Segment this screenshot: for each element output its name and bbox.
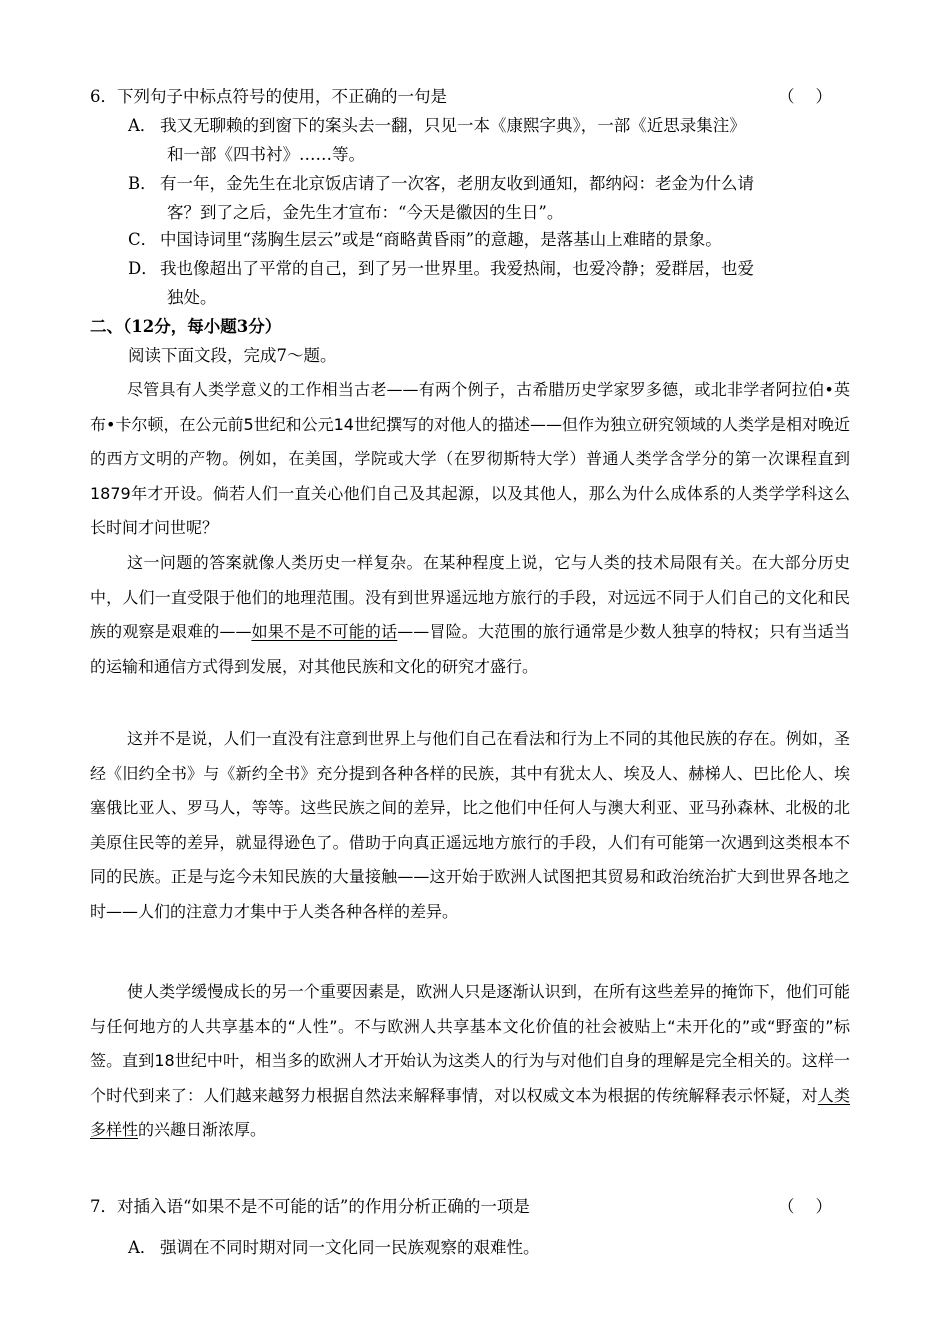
question-6 (90, 82, 850, 111)
option-text-line1: 我也像超出了平常的自己，到了另一世界里。我爱热闹，也爱冷静；爱群居，也爱 (160, 259, 754, 278)
answer-parentheses: （ ） (778, 1197, 832, 1216)
question-6-option-b (128, 169, 866, 227)
option-label: C． (128, 230, 158, 249)
option-label: B． (128, 174, 157, 193)
passage-paragraph-2 (90, 546, 850, 684)
option-text (128, 1233, 866, 1262)
option-label: A． (128, 116, 157, 135)
option-text (128, 169, 866, 227)
option-text (128, 111, 866, 169)
question-6-stem-text: 6．下列句子中标点符号的使用，不正确的一句是 (90, 87, 447, 106)
paragraph-text: 这一问题的答案就像人类历史一样复杂。在某种程度上说，它与人类的技术局限有关。在大部分历史中，人们一直受限于他们的地理范围。没有到世界遥远地方旅行的手段，对远远不同于人们自己的文化和民族的观察是艰难的—— (90, 553, 850, 642)
question-6-option-a (128, 111, 866, 169)
paragraph-text: ——冒险。大范围的旅行通常是少数人独享的特权；只有当适当的运输和通信方式得到发展，对其他民族和文化的研究才盛行。 (90, 622, 850, 676)
question-6-stem (90, 82, 850, 111)
option-text-line2: 客？到了之后，金先生才宣布：“今天是徽因的生日”。 (167, 203, 564, 222)
question-6-option-c (128, 225, 866, 254)
question-7 (90, 1192, 850, 1221)
option-text-line2: 和一部《四书衬》……等。 (167, 145, 365, 164)
paragraph-text: 的兴趣日渐浓厚。 (138, 1120, 267, 1140)
option-text (128, 254, 866, 312)
section-heading: 二、（12分，每小题3分） (90, 317, 282, 336)
option-label: A． (128, 1238, 157, 1257)
passage-paragraph-3: 这并不是说，人们一直没有注意到世界上与他们自己在看法和行为上不同的其他民族的存在。例如，圣经《旧约全书》与《新约全书》充分提到各种各样的民族，其中有犹太人、埃及人、赫梯人、巴比伦人、埃塞俄比亚人、罗马人，等等。这些民族之间的差异，比之他们中任何人与澳大利亚、亚马孙森林、北极的北美原住民等的差异，就显得逊色了。借助于向真正遥远地方旅行的手段，人们有可能第一次遇到这类根本不同的民族。正是与迄今未知民族的大量接触——这开始于欧洲人试图把其贸易和政治统治扩大到世界各地之时——人们的注意力才集中于人类各种各样的差异。 (90, 729, 850, 921)
question-7-option-a (128, 1233, 866, 1262)
option-text-line1: 有一年，金先生在北京饭店请了一次客，老朋友收到通知，都纳闷：老金为什么请 (160, 174, 754, 193)
question-7-stem-text: 7．对插入语“如果不是不可能的话”的作用分析正确的一项是 (90, 1197, 530, 1216)
section-instruction: 阅读下面文段，完成7～题。 (128, 346, 337, 365)
option-text-line1: 我又无聊赖的到窗下的案头去一翻，只见一本《康熙字典》，一部《近思录集注》 (160, 116, 746, 135)
paragraph-text: 使人类学缓慢成长的另一个重要因素是，欧洲人只是逐渐认识到，在所有这些差异的掩饰下，他们可能与任何地方的人共享基本的“人性”。不与欧洲人共享基本文化价值的社会被贴上“未开化的”或“野蛮的”标签。直到18世纪中叶，相当多的欧洲人才开始认为这类人的行为与对他们自身的理解是完全相关的。这样一个时代到来了：人们越来越努力根据自然法来解释事情，对以权威文本为根据的传统解释表示怀疑，对 (90, 982, 850, 1105)
option-text-line1: 强调在不同时期对同一文化同一民族观察的艰难性。 (160, 1238, 540, 1257)
passage-paragraph-4 (90, 975, 850, 1148)
question-7-stem (90, 1192, 850, 1221)
underlined-phrase: 人类多样性 (90, 1085, 850, 1140)
option-label: D． (128, 259, 158, 278)
question-6-option-d (128, 254, 866, 312)
underlined-phrase: 如果不是不可能的话 (251, 622, 398, 642)
option-text (128, 225, 866, 254)
option-text-line1: 中国诗词里“荡胸生层云”或是“商略黄昏雨”的意趣，是落基山上难睹的景象。 (160, 230, 722, 249)
option-text-line2: 独处。 (167, 288, 217, 307)
passage-paragraph-1: 尽管具有人类学意义的工作相当古老——有两个例子，古希腊历史学家罗多德，或北非学者阿拉伯•英布•卡尔顿，在公元前5世纪和公元14世纪撰写的对他人的描述——但作为独立研究领域的人类学是相对晚近的西方文明的产物。例如，在美国，学院或大学（在罗彻斯特大学）普通人类学含学分的第一次课程直到1879年才开设。倘若人们一直关心他们自己及其起源，以及其他人，那么为什么成体系的人类学学科这么长时间才问世呢？ (90, 380, 850, 538)
answer-parentheses: （ ） (778, 87, 832, 106)
